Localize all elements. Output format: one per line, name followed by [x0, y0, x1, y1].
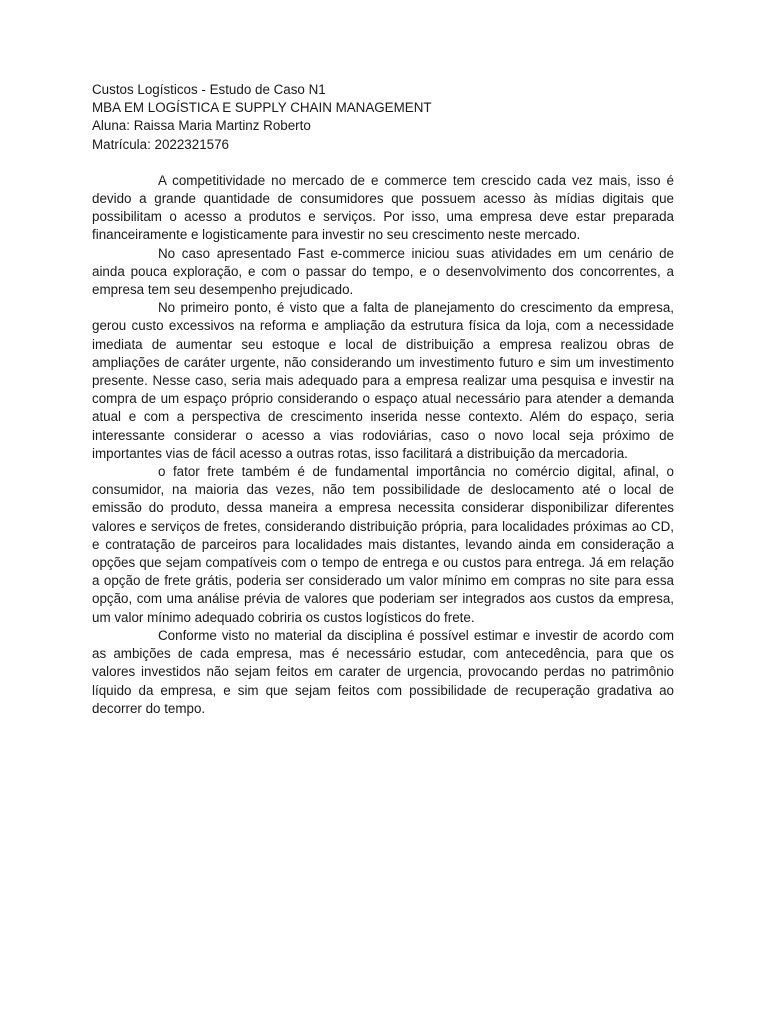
registration-number: Matrícula: 2022321576: [92, 136, 229, 152]
paragraph-3: No primeiro ponto, é visto que a falta de planejamento do crescimento da empresa, gerou custo excessivos na reforma e ampliação da estrutura física da loja, com a necessidade imediata de aumentar seu estoque e local de distribuição a empresa realizou obras de ampliações de caráter urgente, não considerando um investimento futuro e sim um investimento presente. Nesse caso, seria mais adequado para a empresa realizar uma pesquisa e investir na compra de um espaço próprio considerando o espaço atual necessário para atender a demanda atual e com a perspectiva de crescimento inserida nesse contexto. Além do espaço, seria interessante considerar o acesso a vias rodoviárias, caso o novo local seja próximo de importantes vias de fácil acesso a outras rotas, isso facilitará a distribuição da mercadoria.: [92, 300, 674, 461]
document-title: Custos Logísticos - Estudo de Caso N1: [92, 82, 326, 97]
paragraph-4: o fator frete também é de fundamental importância no comércio digital, afinal, o consumidor, na maioria das vezes, não tem possibilidade de deslocamento até o local de emissão do produto, dessa maneira a empresa necessita considerar disponibilizar diferentes valores e serviços de fretes, considerando distribuição própria, para localidades próximas ao CD, e contratação de parceiros para localidades mais distantes, levando ainda em consideração a opções que sejam compatíveis com o tempo de entrega e ou custos para entrega. Já em relação a opção de frete grátis, poderia ser considerado um valor mínimo em compras no site para essa opção, com uma análise prévia de valores que poderiam ser integrados aos custos da empresa, um valor mínimo adequado cobriria os custos logísticos do frete.: [92, 464, 674, 625]
document-page: [92, 81, 674, 718]
paragraph-1: A competitividade no mercado de e commerce tem crescido cada vez mais, isso é devido a grande quantidade de consumidores que possuem acesso às mídias digitais que possibilitam o acesso a produtos e serviços. Por isso, uma empresa deve estar preparada financeiramente e logisticamente para investir no seu crescimento neste mercado.: [92, 172, 674, 243]
paragraph-5: Conforme visto no material da disciplina é possível estimar e investir de acordo com as ambições de cada empresa, mas é necessário estudar, com antecedência, para que os valores investidos não sejam feitos em carater de urgencia, provocando perdas no patrimônio líquido da empresa, e sim que sejam feitos com possibilidade de recuperação gradativa ao decorrer do tempo.: [92, 627, 674, 716]
student-name: Aluna: Raissa Maria Martinz Roberto: [92, 118, 311, 134]
paragraph-2: No caso apresentado Fast e-commerce iniciou suas atividades em um cenário de ainda pouca exploração, e com o passar do tempo, e o desenvolvimento dos concorrentes, a empresa tem seu desempenho prejudicado.: [92, 245, 674, 298]
document-body: [92, 172, 674, 718]
document-header: [92, 81, 674, 154]
program-name: MBA EM LOGÍSTICA E SUPPLY CHAIN MANAGEMENT: [92, 100, 432, 116]
